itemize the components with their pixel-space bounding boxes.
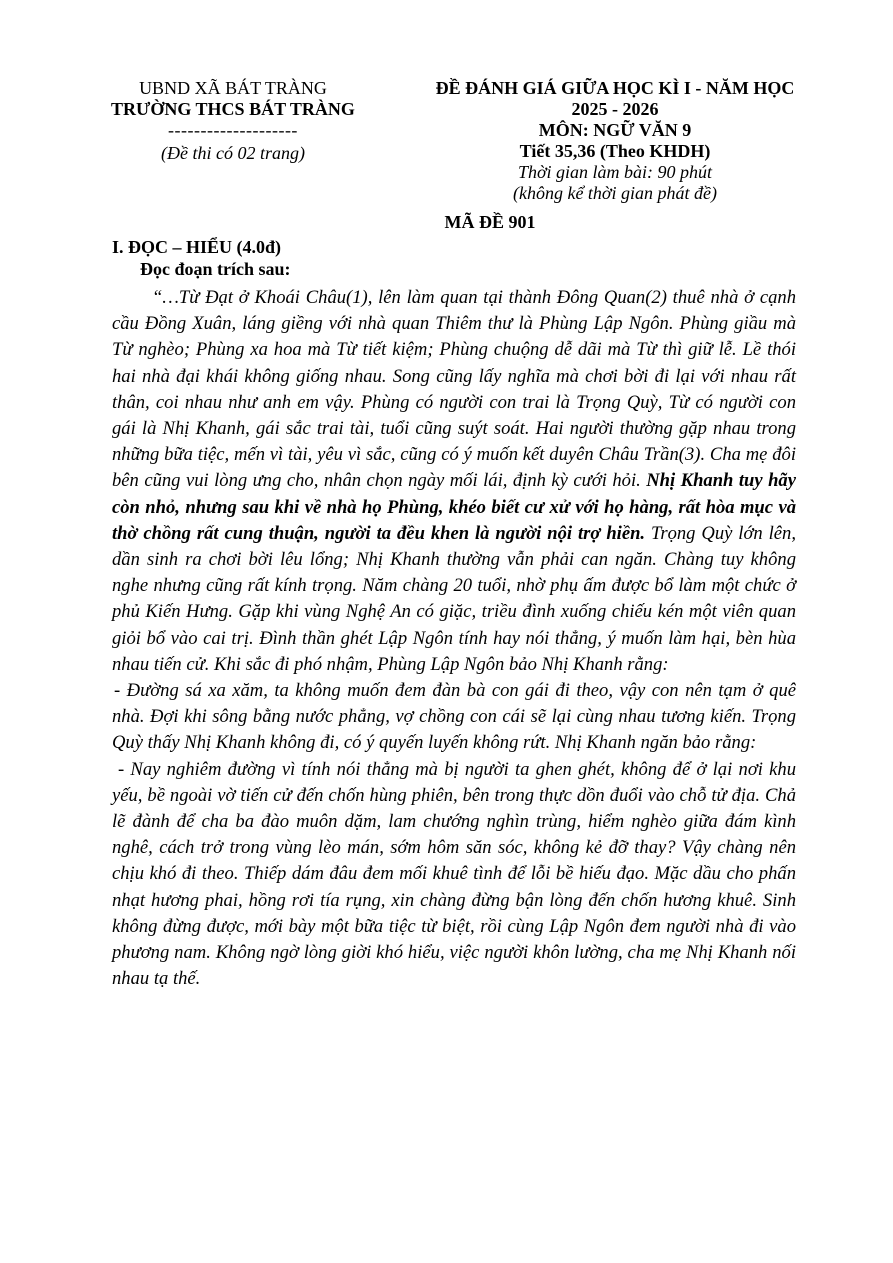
exam-header — [410, 78, 820, 204]
header-divider: -------------------- — [168, 120, 298, 140]
passage-text: Trọng Quỳ lớn lên, dần sinh ra chơi bời lêu lổng; Nhị Khanh thường vẫn phải can ngăn. Chàng tuy không nghe nhưng cũng rất kính trọng. Năm chàng 20 tuổi, nhờ phụ ấm được bổ làm một chức ở phủ Kiến Hưng. Gặp khi vùng Nghệ An có giặc, triều đình xuống chiếu kén một viên quan giỏi bổ vào cai trị. Đình thần ghét Lập Ngôn tính hay nói thẳng, ý muốn làm hại, bèn hùa nhau tiến cử. Khi sắc đi phó nhậm, Phùng Lập Ngôn bảo Nhị Khanh rằng: — [112, 522, 796, 675]
school-year: 2025 - 2026 — [571, 99, 659, 119]
passage-paragraph-2: - Đường sá xa xăm, ta không muốn đem đàn bà con gái đi theo, vậy con nên tạm ở quê nhà. Đợi khi sông bằng nước phẳng, vợ chồng con cái sẽ lại cùng nhau tương kiến. Trọng Quỳ thấy Nhị Khanh không đi, có ý quyến luyến không rứt. Nhị Khanh ngăn bảo rằng: — [112, 680, 796, 754]
exam-title: ĐỀ ĐÁNH GIÁ GIỮA HỌC KÌ I - NĂM HỌC — [435, 78, 795, 98]
school-header — [98, 78, 368, 164]
passage-bold-text: Nhị Khanh tuy hãy còn nhỏ, nhưng sau khi về nhà họ Phùng, khéo biết cư xử với họ hàng, rất hòa mục và thờ chồng rất cung thuận, người ta đều khen là người nội trợ hiền. — [112, 470, 796, 544]
subject: MÔN: NGỮ VĂN 9 — [538, 120, 692, 140]
instruction: Đọc đoạn trích sau: — [140, 259, 291, 279]
reading-passage — [112, 285, 796, 992]
period: Tiết 35,36 (Theo KHDH) — [519, 141, 711, 161]
passage-text: “…Từ Đạt ở Khoái Châu(1), lên làm quan tại thành Đông Quan(2) thuê nhà ở cạnh cầu Đồng Xuân, láng giềng với nhà quan Thiêm thư là Phùng Lập Ngôn. Phùng giầu mà Từ nghèo; Phùng xa hoa mà Từ tiết kiệm; Phùng chuộng dễ dãi mà Từ thì giữ lễ. Lề thói hai nhà đại khái không giống nhau. Song cũng lấy nghĩa mà chơi bời đi lại với nhau rất thân, coi nhau như anh em vậy. Phùng có người con trai là Trọng Quỳ, Từ có người con gái là Nhị Khanh, gái sắc trai tài, tuổi cũng suýt soát. Hai người thường gặp nhau trong những bữa tiệc, mến vì tài, yêu vì sắc, cũng có ý muốn kết duyên Châu Trần(3). Cha mẹ đôi bên cũng vui lòng ưng cho, nhân chọn ngày mối lái, định kỳ cưới hỏi. — [112, 287, 796, 492]
page-count-note: (Đề thi có 02 trang) — [161, 143, 305, 163]
time-limit: Thời gian làm bài: 90 phút — [517, 162, 713, 182]
time-note: (không kể thời gian phát đề) — [512, 183, 718, 203]
exam-code: MÃ ĐỀ 901 — [444, 212, 536, 232]
passage-paragraph-3: - Nay nghiêm đường vì tính nói thẳng mà bị người ta ghen ghét, không để ở lại nơi khu yếu, bề ngoài vờ tiến cử đến chốn hùng phiên, bên trong thực dồn đuổi vào chỗ tử địa. Chả lẽ đành để cha ba đào muôn dặm, lam chướng nghìn trùng, hiểm nghèo giữa đám kình nghê, cách trở trong vùng lèo mán, sớm hôm săn sóc, không kẻ đỡ thay? Vậy chàng nên chịu khó đi theo. Thiếp dám đâu đem mối khuê tình để lỗi bề hiếu đạo. Mặc dầu cho phấn nhạt hương phai, hồng rơi tía rụng, xin chàng đừng bận lòng đến chốn hương khuê. Sinh không đừng được, mới bày một bữa tiệc từ biệt, rồi cùng Lập Ngôn đem người nhà đi vào phương nam. Không ngờ lòng giời khó hiểu, việc người khôn lường, cha mẹ Nhị Khanh nối nhau tạ thế. — [112, 758, 796, 990]
school-name: TRƯỜNG THCS BÁT TRÀNG — [111, 99, 355, 119]
passage-paragraph-1 — [112, 285, 796, 678]
section-title: I. ĐỌC – HIỂU (4.0đ) — [112, 237, 282, 257]
commune-name: UBND XÃ BÁT TRÀNG — [139, 78, 327, 98]
